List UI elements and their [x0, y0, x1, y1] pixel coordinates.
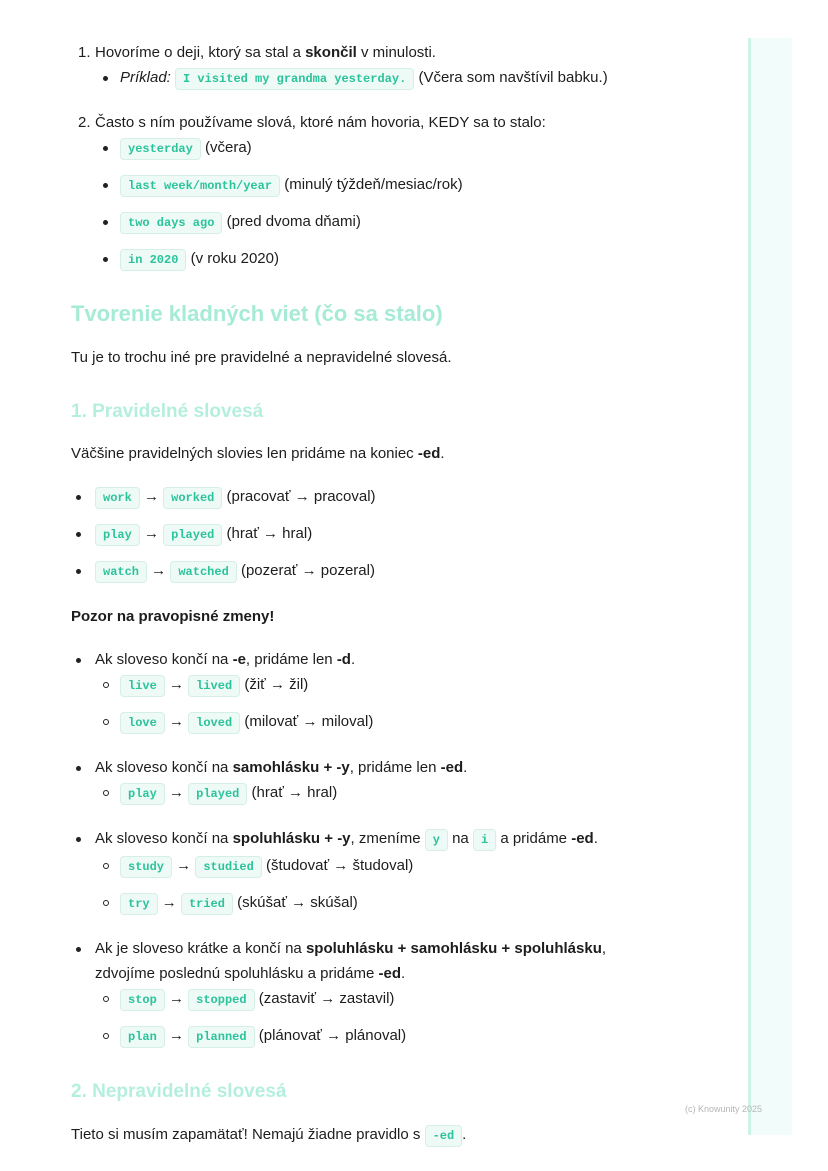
code-snippet: planned: [188, 1026, 254, 1048]
code-snippet: love: [120, 712, 165, 734]
text-segment: .: [463, 759, 468, 776]
sub-list-item: [95, 986, 651, 1013]
list-item-text: [95, 562, 375, 579]
text-segment: →: [139, 488, 164, 505]
bullet-list: [71, 484, 651, 585]
sub-list-item: [95, 135, 651, 162]
list-item-text: [120, 176, 463, 193]
bullet-icon: [76, 484, 81, 509]
text-segment: Ak sloveso končí na: [95, 651, 233, 668]
circle-bullet-icon: [103, 853, 109, 878]
bullet-icon: [103, 172, 108, 197]
code-snippet: played: [188, 783, 247, 805]
code-snippet: loved: [188, 712, 240, 734]
bullet-icon: [76, 558, 81, 583]
bullet-icon: [76, 936, 81, 961]
list-item-text: [120, 139, 252, 156]
code-snippet: in 2020: [120, 249, 186, 271]
italic-text: Príklad:: [120, 69, 171, 86]
list-number: 2.: [78, 114, 91, 131]
code-snippet: two days ago: [120, 212, 222, 234]
text-segment: .: [350, 651, 356, 668]
text-segment: v minulosti.: [356, 44, 436, 61]
text-segment: , zdvojíme poslednú spoluhlásku a pridáme: [95, 940, 607, 982]
text-segment: , pridáme len: [349, 759, 441, 776]
text-segment: (plánovať → plánoval): [254, 1027, 407, 1044]
sub-list-item: [95, 780, 651, 807]
circle-bullet-icon: [103, 709, 109, 734]
circle-bullet-icon: [103, 986, 109, 1011]
paragraph: [71, 1122, 651, 1149]
text-segment: Väčšine pravidelných slovies len pridáme na koniec: [71, 445, 418, 462]
text-segment: (Včera som navštívil babku.): [414, 69, 608, 86]
text-segment: .: [401, 965, 406, 982]
numbered-list: [71, 40, 651, 273]
text-segment: (študovať → študoval): [261, 857, 414, 874]
text-segment: Často s ním používame slová, ktoré nám hovoria, KEDY sa to stalo:: [95, 114, 546, 131]
bold-text: -ed: [571, 830, 594, 847]
list-item-text: [120, 676, 308, 693]
text-segment: (hrať → hral): [247, 784, 338, 801]
list-item-text: [120, 857, 413, 874]
code-snippet: play: [120, 783, 165, 805]
text-segment: (pred dvoma dňami): [222, 213, 361, 230]
text-segment: (minulý týždeň/mesiac/rok): [280, 176, 463, 193]
bullet-icon: [103, 209, 108, 234]
sub-list: [95, 672, 651, 736]
sub-list-item: [95, 172, 651, 199]
text-segment: (v roku 2020): [186, 250, 279, 267]
code-snippet: y: [425, 829, 448, 851]
list-item-text: [120, 69, 608, 86]
text-segment: →: [164, 990, 189, 1007]
text-segment: →: [147, 562, 171, 579]
code-snippet: watched: [170, 561, 236, 583]
text-segment: a pridáme: [496, 830, 572, 847]
section-heading: Tvorenie kladných viet (čo sa stalo): [71, 301, 443, 326]
text-segment: (skúšať → skúšal): [232, 894, 358, 911]
list-item-text: [95, 759, 467, 776]
text-segment: (pracovať → pracoval): [222, 488, 376, 505]
sidebar-panel: [751, 38, 792, 1135]
sub-list: [95, 780, 651, 807]
list-item-text: [95, 114, 546, 131]
list-item-text: [120, 213, 361, 230]
list-item-text: [120, 990, 394, 1007]
code-snippet: yesterday: [120, 138, 201, 160]
code-snippet: stop: [120, 989, 165, 1011]
text-segment: (hrať → hral): [222, 525, 313, 542]
circle-bullet-icon: [103, 672, 109, 697]
bullet-icon: [103, 65, 108, 90]
list-item: [71, 484, 651, 511]
text-segment: Hovoríme o deji, ktorý sa stal a: [95, 44, 306, 61]
code-snippet: plan: [120, 1026, 165, 1048]
list-item-text: [95, 830, 598, 847]
text-segment: , zmeníme: [350, 830, 425, 847]
list-number: 1.: [78, 44, 91, 61]
list-item-text: [95, 488, 376, 505]
list-item-text: [95, 525, 312, 542]
text-segment: (žiť → žil): [240, 676, 309, 693]
list-item-text: [120, 894, 358, 911]
list-item: [71, 826, 651, 917]
code-snippet: i: [473, 829, 496, 851]
list-item-text: [120, 1027, 406, 1044]
sub-list: [95, 65, 651, 92]
code-snippet: try: [120, 893, 158, 915]
code-snippet: studied: [195, 856, 261, 878]
text-segment: , pridáme len: [245, 651, 337, 668]
text-segment: →: [172, 857, 196, 874]
bold-text: spoluhlásku + -y: [232, 830, 351, 847]
list-item-text: [95, 44, 436, 61]
text-segment: (včera): [200, 139, 252, 156]
text-segment: Ak sloveso končí na: [95, 759, 233, 776]
sub-list-item: [95, 853, 651, 880]
text-segment: Ak sloveso končí na: [95, 830, 233, 847]
paragraph: [71, 345, 651, 370]
bullet-icon: [103, 246, 108, 271]
list-item-text: [95, 651, 355, 668]
code-snippet: I visited my grandma yesterday.: [175, 68, 414, 90]
text-segment: (milovať → miloval): [240, 713, 374, 730]
bold-text: Pozor na pravopisné zmeny!: [71, 608, 275, 625]
sub-list-item: [95, 209, 651, 236]
list-item-text: [120, 250, 279, 267]
list-item-text: [120, 713, 373, 730]
bold-text: skončil: [305, 44, 357, 61]
text-segment: .: [462, 1126, 467, 1143]
list-item: [71, 755, 651, 807]
paragraph: [71, 604, 651, 629]
subsection-heading: 2. Nepravidelné slovesá: [71, 1081, 287, 1102]
text-segment: →: [157, 894, 181, 911]
bullet-icon: [103, 135, 108, 160]
sub-list-item: [95, 709, 651, 736]
text-segment: (zastaviť → zastavil): [254, 990, 395, 1007]
bold-text: -d: [336, 651, 351, 668]
code-snippet: stopped: [188, 989, 254, 1011]
text-segment: →: [164, 676, 189, 693]
code-snippet: last week/month/year: [120, 175, 280, 197]
text-segment: .: [440, 445, 445, 462]
sub-list-item: [95, 890, 651, 917]
text-segment: Tieto si musím zapamätať! Nemajú žiadne pravidlo s: [71, 1126, 425, 1143]
sub-list: [95, 135, 651, 273]
code-snippet: worked: [163, 487, 222, 509]
text-segment: →: [139, 525, 164, 542]
list-item: [71, 521, 651, 548]
circle-bullet-icon: [103, 1023, 109, 1048]
list-item: [71, 647, 651, 736]
code-snippet: live: [120, 675, 165, 697]
circle-bullet-icon: [103, 780, 109, 805]
sub-list-item: [95, 1023, 651, 1050]
code-snippet: work: [95, 487, 140, 509]
text-segment: (pozerať → pozeral): [236, 562, 375, 579]
bullet-icon: [76, 755, 81, 780]
text-segment: →: [164, 713, 189, 730]
text-segment: →: [164, 1027, 189, 1044]
bullet-icon: [76, 521, 81, 546]
list-item: [71, 936, 651, 1050]
code-snippet: tried: [181, 893, 233, 915]
sub-list: [95, 853, 651, 917]
text-segment: Tu je to trochu iné pre pravidelné a nepravidelné slovesá.: [71, 349, 452, 366]
subsection-heading: 1. Pravidelné slovesá: [71, 401, 264, 422]
bold-text: spoluhlásku + samohlásku + spoluhlásku: [305, 940, 602, 957]
document-content: [71, 40, 651, 1149]
list-item-text: [95, 940, 606, 982]
code-snippet: lived: [188, 675, 240, 697]
list-item: [71, 110, 651, 273]
copyright-footer: (c) Knowunity 2025: [685, 1104, 763, 1114]
bold-text: -ed: [417, 445, 441, 462]
circle-bullet-icon: [103, 890, 109, 915]
bold-text: -ed: [440, 759, 464, 776]
bold-text: -e: [232, 651, 246, 668]
code-snippet: study: [120, 856, 172, 878]
text-segment: .: [593, 830, 598, 847]
text-segment: na: [447, 830, 473, 847]
bullet-list: [71, 647, 651, 1050]
code-snippet: watch: [95, 561, 147, 583]
list-item-text: [120, 784, 337, 801]
sub-list: [95, 986, 651, 1050]
bold-text: samohlásku + -y: [232, 759, 350, 776]
sub-list-item: [95, 246, 651, 273]
text-segment: →: [164, 784, 189, 801]
text-segment: Ak je sloveso krátke a končí na: [95, 940, 306, 957]
code-snippet: -ed: [425, 1125, 463, 1147]
bullet-icon: [76, 826, 81, 851]
sub-list-item: [95, 65, 651, 92]
code-snippet: play: [95, 524, 140, 546]
paragraph: [71, 441, 651, 466]
sub-list-item: [95, 672, 651, 699]
list-item: [71, 40, 651, 92]
bullet-icon: [76, 647, 81, 672]
bold-text: -ed: [378, 965, 401, 982]
list-item: [71, 558, 651, 585]
code-snippet: played: [163, 524, 222, 546]
